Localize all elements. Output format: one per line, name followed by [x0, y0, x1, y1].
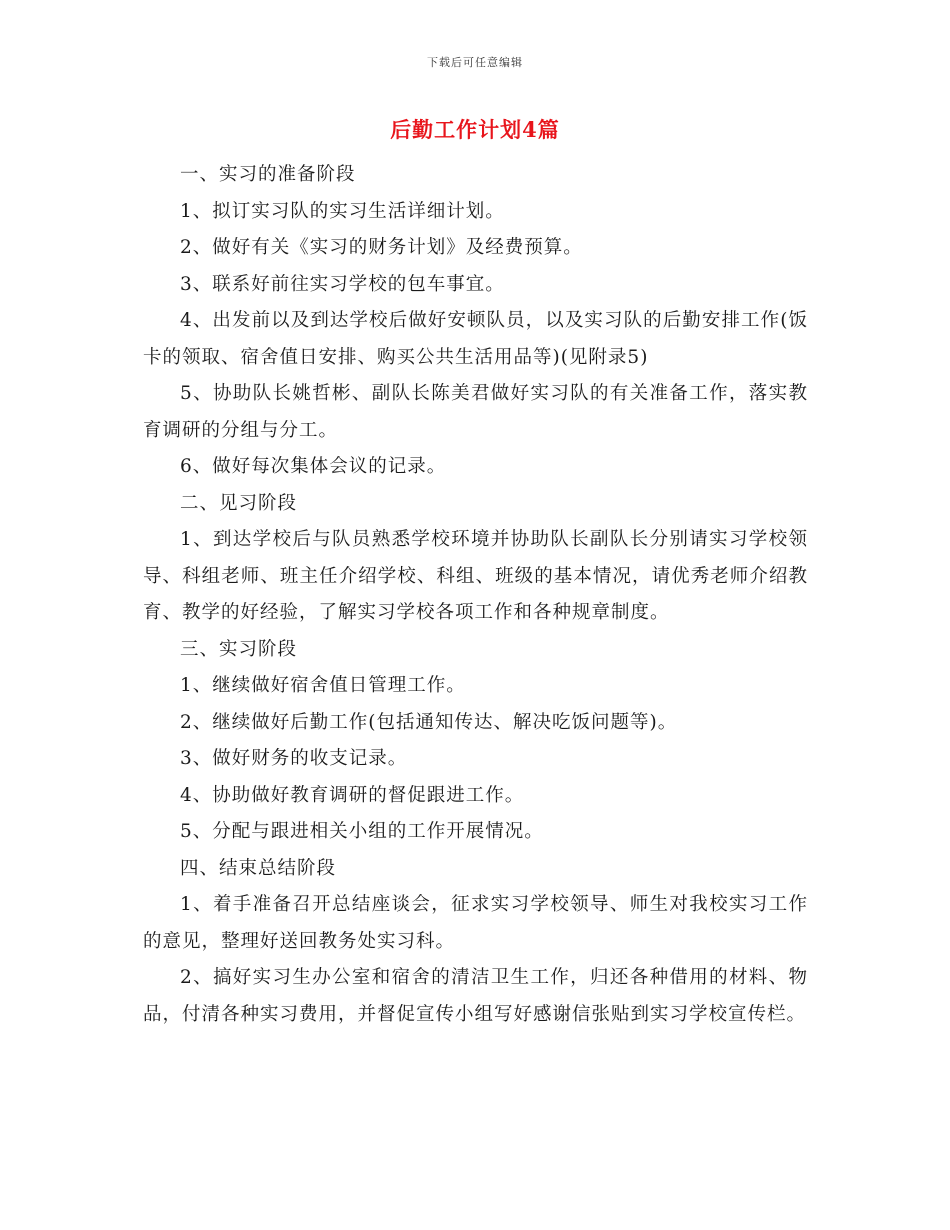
- section-heading-internship: 三、实习阶段: [180, 638, 298, 660]
- paragraph: 3、联系好前往实习学校的包车事宜。: [180, 273, 505, 295]
- paragraph: 1、着手准备召开总结座谈会，征求实习学校领导、师生对我校实习工作的意见，整理好送回教务处实习科。: [143, 894, 808, 952]
- section-heading-preparation: 一、实习的准备阶段: [180, 164, 356, 185]
- section-heading-observation: 二、见习阶段: [180, 492, 298, 514]
- paragraph: 2、继续做好后勤工作(包括通知传达、解决吃饭问题等)。: [180, 711, 678, 733]
- paragraph: 5、分配与跟进相关小组的工作开展情况。: [180, 821, 544, 842]
- paragraph: 2、做好有关《实习的财务计划》及经费预算。: [180, 237, 583, 258]
- paragraph: 1、到达学校后与队员熟悉学校环境并协助队长副队长分别请实习学校领导、科组老师、班主任介绍学校、科组、班级的基本情况，请优秀老师介绍教育、教学的好经验，了解实习学校各项工作和各种规章制度。: [143, 529, 808, 623]
- paragraph: 4、出发前以及到达学校后做好安顿队员，以及实习队的后勤安排工作(饭卡的领取、宿舍值日安排、购买公共生活用品等)(见附录5): [143, 310, 808, 368]
- paragraph: 1、拟订实习队的实习生活详细计划。: [180, 200, 505, 222]
- document-body: [143, 157, 808, 1033]
- paragraph: 3、做好财务的收支记录。: [180, 748, 408, 769]
- paragraph: 2、搞好实习生办公室和宿舍的清洁卫生工作，归还各种借用的材料、物品，付清各种实习费用，并督促宣传小组写好感谢信张贴到实习学校宣传栏。: [143, 967, 808, 1025]
- paragraph: 6、做好每次集体会议的记录。: [180, 456, 447, 477]
- paragraph: 5、协助队长姚哲彬、副队长陈美君做好实习队的有关准备工作，落实教育调研的分组与分工。: [143, 383, 808, 441]
- document-title: 后勤工作计划4篇: [390, 117, 560, 142]
- page-header-note: 下载后可任意编辑: [427, 56, 523, 69]
- section-heading-summary: 四、结束总结阶段: [180, 857, 337, 879]
- paragraph: 4、协助做好教育调研的督促跟进工作。: [180, 784, 525, 806]
- paragraph: 1、继续做好宿舍值日管理工作。: [180, 675, 466, 696]
